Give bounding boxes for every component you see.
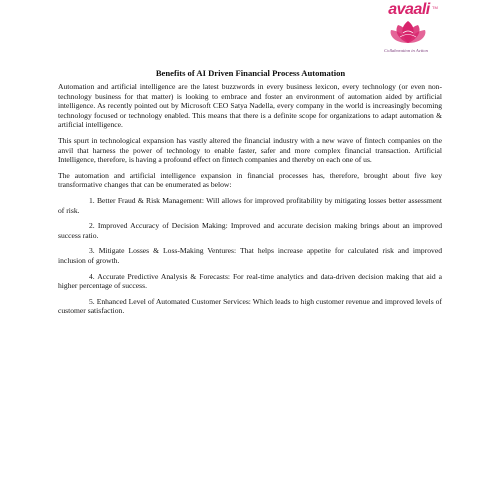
- lotus-icon: [386, 3, 430, 47]
- document-body: [58, 82, 442, 322]
- list-item: 4. Accurate Predictive Analysis & Forecasts: For real-time analytics and data-driven decision making that aid a higher percentage of success.: [58, 271, 442, 291]
- fintech-paragraph: This spurt in technological expansion has vastly altered the financial industry with a new wave of fintech companies on the anvil that harness the power of technology to enable faster, safer and more complex financial transaction. Artificial Intelligence, therefore, is having a profound effect on fintech companies and thereby on each one of us.: [58, 135, 442, 165]
- intro-paragraph: Automation and artificial intelligence are the latest buzzwords in every business lexicon, every technology (or even non-technology business for that matter) is looking to embrace and foster an environment of automation aided by artificial intelligence. As recently pointed out by Microsoft CEO Satya Nadella, every company in the world is increasingly becoming technology focused or technology enabled. This means that there is a definite scope for organizations to adapt automation & artificial intelligence.: [58, 82, 442, 130]
- list-item: 1. Better Fraud & Risk Management: Will allows for improved profitability by mitigating losses better assessment of risk.: [58, 195, 442, 215]
- logo-tagline: Collaboration in Action: [384, 48, 428, 53]
- list-item: 5. Enhanced Level of Automated Customer Services: Which leads to high customer revenue and improved levels of customer satisfaction.: [58, 296, 442, 316]
- company-logo: [366, 2, 446, 60]
- list-item: 2. Improved Accuracy of Decision Making: Improved and accurate decision making brings about an improved success ratio.: [58, 221, 442, 240]
- document-title: Benefits of AI Driven Financial Process Automation: [155, 68, 346, 78]
- trademark-mark: TM: [432, 5, 438, 10]
- logo-wordmark: avaali: [388, 1, 430, 18]
- changes-intro-paragraph: The automation and artificial intelligence expansion in financial processes has, therefore, brought about five key transformative changes that can be enumerated as below:: [58, 170, 442, 190]
- list-item: 3. Mitigate Losses & Loss-Making Ventures: That helps increase appetite for calculated risk and improved inclusion of growth.: [58, 246, 442, 265]
